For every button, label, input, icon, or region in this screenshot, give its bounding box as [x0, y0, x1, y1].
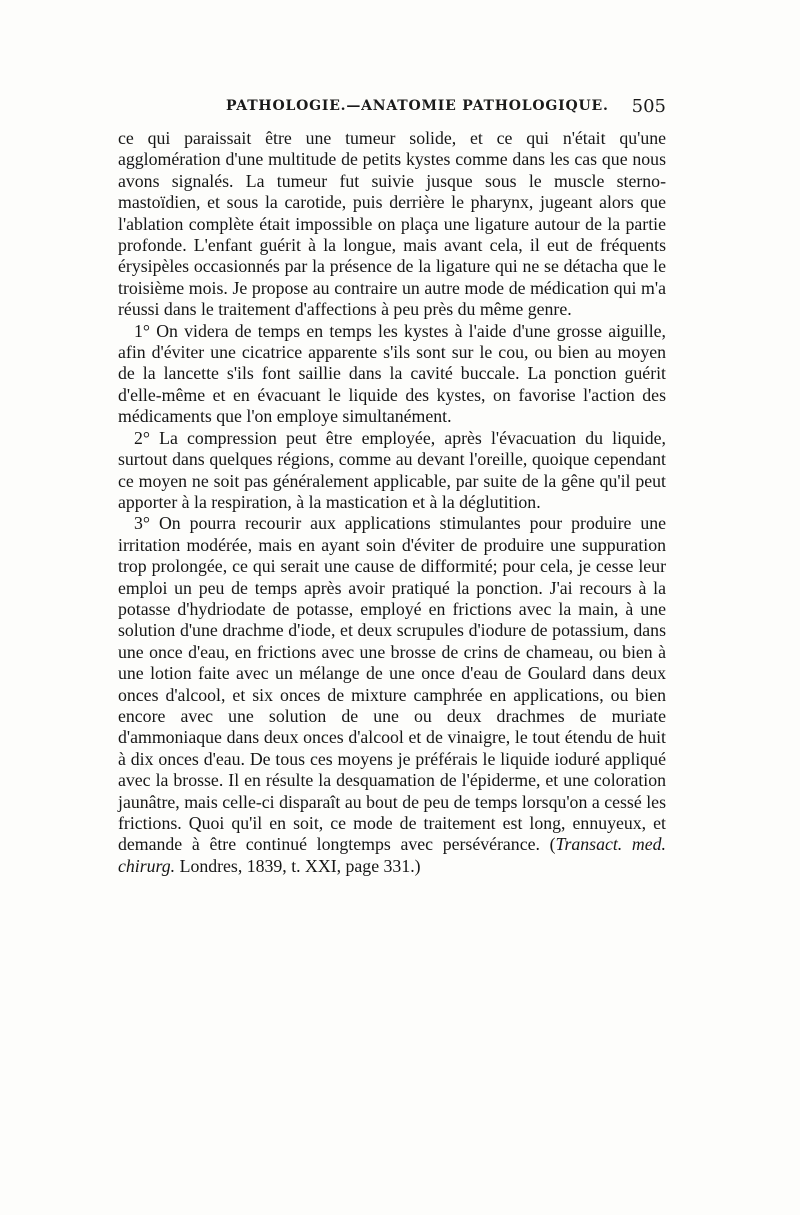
body-text	[118, 128, 666, 877]
paragraph-item-1: 1° On videra de temps en temps les kystes à l'aide d'une grosse aiguille, afin d'éviter une cicatrice apparente s'ils sont sur le cou, ou bien au moyen de la lancette s'ils font saillie dans la cavité buccale. La ponction guérit d'elle-même et en évacuant le liquide des kystes, on favorise l'action des médicaments que l'on employe simultanément.	[118, 320, 666, 427]
paragraph-item-2: 2° La compression peut être employée, après l'évacuation du liquide, surtout dans quelques régions, comme au devant l'oreille, quoique cependant ce moyen ne soit pas généralement applicable, par suite de la gêne qu'il peut apporter à la respiration, à la mastication et à la déglutition.	[118, 427, 666, 512]
running-title: PATHOLOGIE.—ANATOMIE PATHOLOGIQUE.	[226, 98, 609, 114]
paragraph-item-3-text: 3° On pourra recourir aux applications stimulantes pour produire une irritation modérée, mais en ayant soin d'éviter de produire une suppuration trop prolongée, ce qui serait une cause de difformité; pour cela, je cesse leur emploi un peu de temps après avoir pratiqué la ponction. J'ai recours à la potasse d'hydriodate de potasse, employé en frictions avec la main, à une solution d'une drachme d'iode, et deux scrupules d'iodure de potassium, dans une once d'eau, en frictions avec une brosse de crins de chameau, ou bien à une lotion faite avec un mélange de une once d'eau de Goulard dans deux onces d'alcool, et six onces de mixture camphrée en applications, ou bien encore avec une solution de une ou deux drachmes de muriate d'ammoniaque dans deux onces d'alcool et de vinaigre, le tout étendu de huit à dix onces d'eau. De tous ces moyens je préférais le liquide ioduré appliqué avec la brosse. Il en résulte la desquamation de l'épiderme, et une coloration jaunâtre, mais celle-ci disparaît au bout de peu de temps lorsqu'on a cessé les frictions. Quoi qu'il en soit, ce mode de traitement est long, ennuyeux, et demande à être continué longtemps avec persévérance. (	[118, 513, 666, 855]
reference-journal: Transact. med. chirurg.	[118, 834, 666, 876]
page-header	[118, 96, 666, 122]
paragraph-item-3	[118, 513, 666, 877]
reference-details: Londres, 1839, t. XXI, page 331.)	[175, 855, 421, 876]
page-number: 505	[631, 96, 666, 117]
paragraph-continuation: ce qui paraissait être une tumeur solide, et ce qui n'était qu'une agglomération d'une multitude de petits kystes comme dans les cas que nous avons signalés. La tumeur fut suivie jusque sous le muscle sterno-mastoïdien, et sous la carotide, puis derrière le pharynx, jugeant alors que l'ablation complète était impossible on plaça une ligature autour de la partie profonde. L'enfant guérit à la longue, mais avant cela, il eut de fréquents érysipèles occasionnés par la présence de la ligature qui ne se détacha que le troisième mois. Je propose au contraire un autre mode de médication qui m'a réussi dans le traitement d'affections à peu près du même genre.	[118, 128, 666, 320]
